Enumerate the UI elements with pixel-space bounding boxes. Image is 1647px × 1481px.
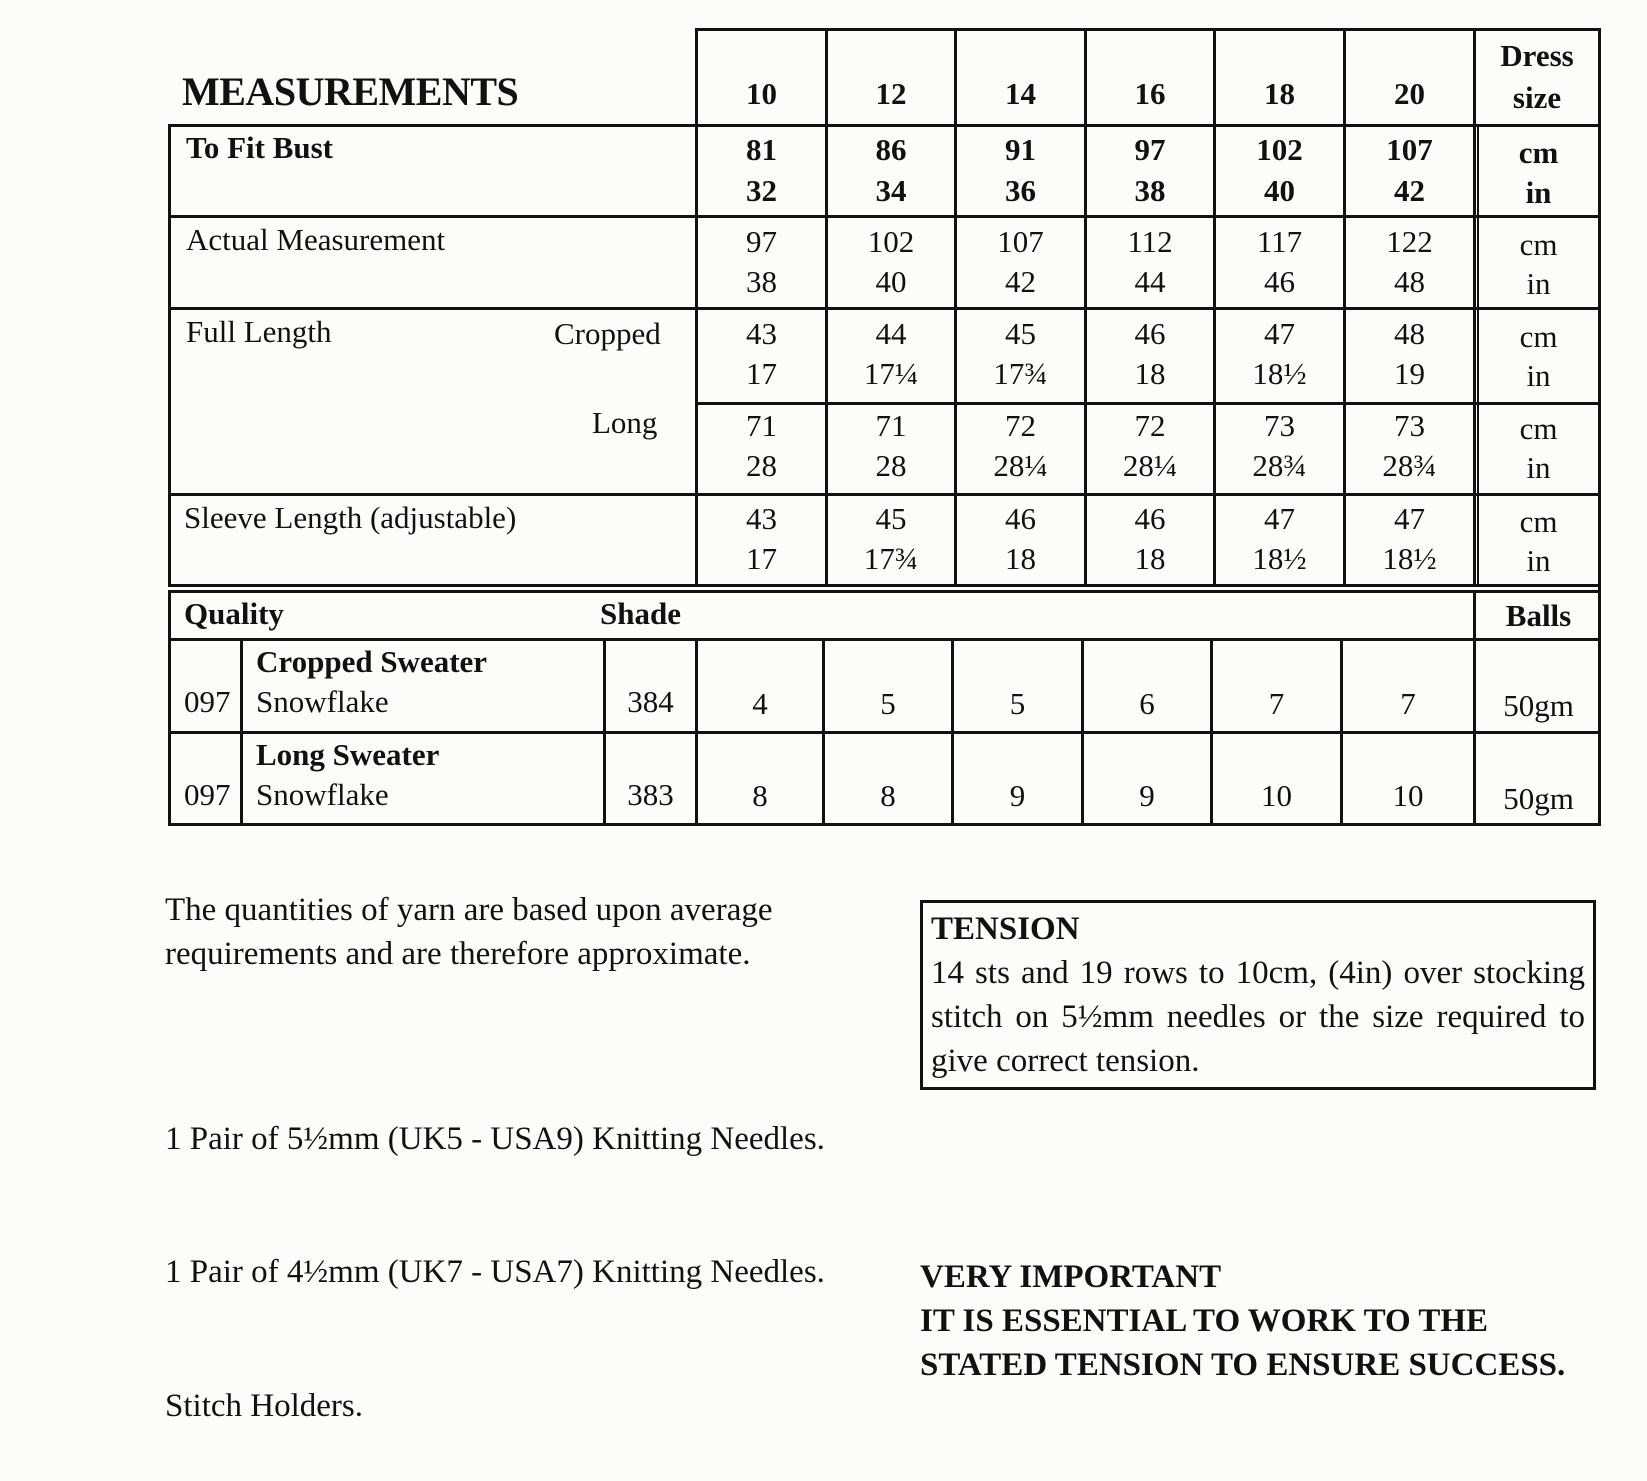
in-value: 18 xyxy=(1005,541,1036,576)
balls-count: 7 xyxy=(1268,686,1285,721)
garment-name: Cropped Sweater xyxy=(256,644,488,679)
cm-value: 97 xyxy=(1134,132,1166,167)
cm-value: 81 xyxy=(746,132,777,167)
shade-heading: Shade xyxy=(600,596,681,631)
cm-value: 43 xyxy=(746,501,777,536)
cm-value: 102 xyxy=(867,224,915,259)
in-value: 28¼ xyxy=(993,448,1048,483)
dress-size-heading: Dress xyxy=(1500,38,1574,73)
cm-value: 71 xyxy=(875,408,907,443)
in-value: 42 xyxy=(1394,173,1425,208)
size-heading: 14 xyxy=(1005,76,1036,111)
balls-count: 5 xyxy=(880,686,896,721)
balls-count: 9 xyxy=(1009,778,1026,813)
in-value: 40 xyxy=(1264,173,1295,208)
size-heading: 18 xyxy=(1264,76,1295,111)
in-value: 48 xyxy=(1394,264,1425,299)
row-label-full-length: Full Length xyxy=(186,314,332,349)
cm-value: 91 xyxy=(1005,132,1036,167)
balls-count: 4 xyxy=(752,686,768,721)
unit-in: in xyxy=(1526,266,1551,301)
balls-count: 8 xyxy=(880,778,896,813)
balls-count: 5 xyxy=(1009,686,1026,721)
important-heading: VERY IMPORTANT xyxy=(920,1259,1222,1295)
in-value: 44 xyxy=(1134,264,1166,299)
needles-note-2: 1 Pair of 4½mm (UK7 - USA7) Knitting Needles. xyxy=(165,1254,825,1290)
yarn-name: Snowflake xyxy=(256,684,389,719)
balls-count: 10 xyxy=(1392,778,1424,813)
row-sublabel-cropped: Cropped xyxy=(554,316,661,351)
cm-value: 72 xyxy=(1005,408,1036,443)
garment-name: Long Sweater xyxy=(256,737,440,772)
cm-value: 117 xyxy=(1256,224,1303,259)
tension-box xyxy=(920,900,1596,1090)
row-label-sleeve: Sleeve Length (adjustable) xyxy=(184,500,517,535)
in-value: 28 xyxy=(746,448,777,483)
in-value: 28¼ xyxy=(1122,448,1178,483)
in-value: 17¾ xyxy=(993,356,1048,391)
in-value: 17¾ xyxy=(863,541,919,576)
ball-weight: 50gm xyxy=(1503,688,1574,723)
yarn-name: Snowflake xyxy=(256,777,389,812)
balls-count: 6 xyxy=(1139,686,1155,721)
yarn-quantity-note: The quantities of yarn are based upon average requirements and are therefore approximate. xyxy=(165,892,773,972)
cm-value: 43 xyxy=(746,316,777,351)
stitch-holders-note: Stitch Holders. xyxy=(165,1388,363,1424)
in-value: 42 xyxy=(1005,264,1036,299)
cm-value: 112 xyxy=(1127,224,1173,259)
in-value: 46 xyxy=(1264,264,1295,299)
cm-value: 47 xyxy=(1394,501,1425,536)
row-label-actual: Actual Measurement xyxy=(186,222,446,257)
unit-cm: cm xyxy=(1519,411,1558,446)
cm-value: 71 xyxy=(746,408,777,443)
cm-value: 72 xyxy=(1134,408,1166,443)
cm-value: 107 xyxy=(997,224,1044,259)
ball-weight: 50gm xyxy=(1503,781,1574,816)
cm-value: 46 xyxy=(1134,501,1166,536)
balls-count: 9 xyxy=(1139,778,1155,813)
size-heading: 16 xyxy=(1134,76,1166,111)
needles-note-1: 1 Pair of 5½mm (UK5 - USA9) Knitting Needles. xyxy=(165,1121,825,1157)
cm-value: 102 xyxy=(1256,132,1303,167)
measurements-title: MEASUREMENTS xyxy=(182,69,519,114)
cm-value: 44 xyxy=(875,316,907,351)
unit-cm: cm xyxy=(1519,227,1558,262)
in-value: 38 xyxy=(1134,173,1166,208)
in-value: 18½ xyxy=(1252,356,1307,391)
row-sublabel-long: Long xyxy=(592,405,658,440)
tension-heading: TENSION xyxy=(931,911,1080,947)
cm-value: 86 xyxy=(875,132,907,167)
row-label-bust: To Fit Bust xyxy=(186,130,334,165)
size-heading: 10 xyxy=(746,76,777,111)
size-heading: 12 xyxy=(875,76,907,111)
unit-in: in xyxy=(1526,543,1551,578)
quality-heading: Quality xyxy=(184,596,284,631)
tension-text: 14 sts and 19 rows to 10cm, (4in) over stocking stitch on 5½mm needles or the size required to give correct tension. xyxy=(931,955,1585,1079)
in-value: 34 xyxy=(875,173,907,208)
unit-in: in xyxy=(1526,450,1551,485)
balls-count: 7 xyxy=(1400,686,1416,721)
in-value: 17¼ xyxy=(863,356,919,391)
cm-value: 47 xyxy=(1264,316,1295,351)
cm-value: 45 xyxy=(875,501,907,536)
cm-value: 46 xyxy=(1005,501,1036,536)
in-value: 32 xyxy=(746,173,777,208)
balls-heading: Balls xyxy=(1505,598,1572,633)
in-value: 17 xyxy=(746,541,777,576)
in-value: 28¾ xyxy=(1382,448,1437,483)
dress-size-heading: size xyxy=(1512,80,1562,115)
unit-in: in xyxy=(1525,175,1552,210)
in-value: 38 xyxy=(746,264,777,299)
unit-cm: cm xyxy=(1519,504,1558,539)
unit-cm: cm xyxy=(1519,319,1558,354)
in-value: 18 xyxy=(1134,541,1166,576)
cm-value: 47 xyxy=(1264,501,1295,536)
in-value: 28 xyxy=(875,448,907,483)
cm-value: 97 xyxy=(746,224,777,259)
cm-value: 46 xyxy=(1134,316,1166,351)
balls-count: 8 xyxy=(752,778,768,813)
important-text: IT IS ESSENTIAL TO WORK TO THE STATED TENSION TO ENSURE SUCCESS. xyxy=(920,1303,1566,1383)
in-value: 18½ xyxy=(1252,541,1307,576)
in-value: 18½ xyxy=(1382,541,1437,576)
shade-number: 383 xyxy=(627,777,674,812)
cm-value: 45 xyxy=(1005,316,1036,351)
shade-number: 384 xyxy=(627,684,674,719)
cm-value: 107 xyxy=(1386,132,1433,167)
in-value: 40 xyxy=(875,264,907,299)
in-value: 28¾ xyxy=(1252,448,1307,483)
in-value: 17 xyxy=(746,356,777,391)
cm-value: 73 xyxy=(1394,408,1425,443)
cm-value: 48 xyxy=(1394,316,1425,351)
cm-value: 122 xyxy=(1386,224,1433,259)
in-value: 18 xyxy=(1134,356,1166,391)
cm-value: 73 xyxy=(1264,408,1295,443)
unit-cm: cm xyxy=(1518,135,1559,170)
balls-count: 10 xyxy=(1261,778,1292,813)
unit-in: in xyxy=(1526,358,1551,393)
size-heading: 20 xyxy=(1394,76,1425,111)
quality-code: 097 xyxy=(184,684,231,719)
quality-code: 097 xyxy=(184,777,231,812)
in-value: 19 xyxy=(1394,356,1425,391)
in-value: 36 xyxy=(1005,173,1036,208)
